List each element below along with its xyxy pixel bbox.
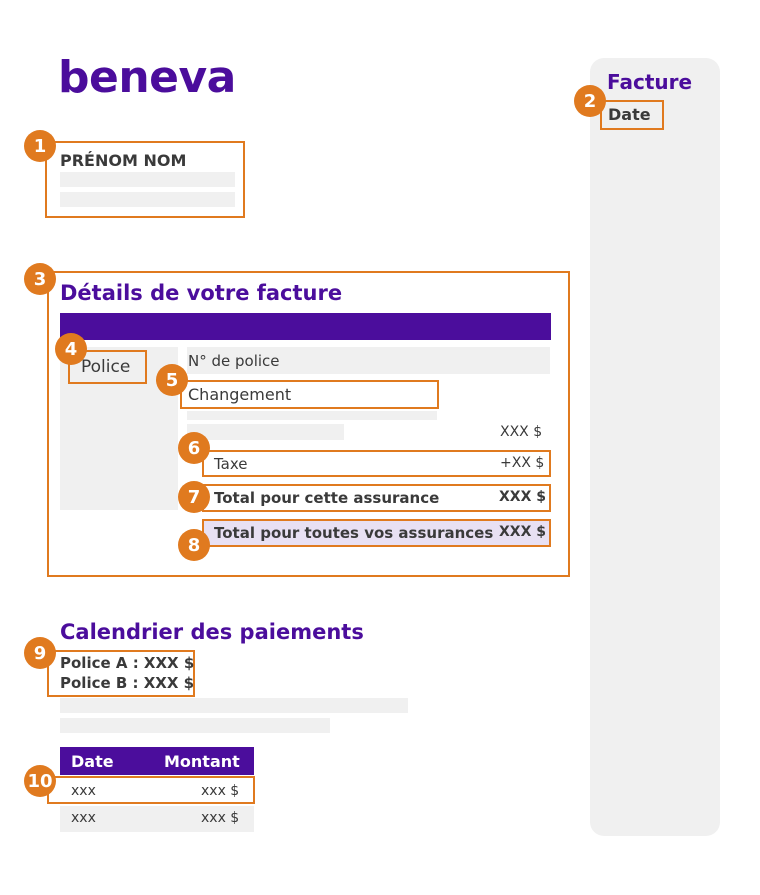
address-line-placeholder [60,192,235,207]
callout-badge-7: 7 [178,481,210,513]
row-date: xxx [71,810,96,826]
callout-badge-2: 2 [574,85,606,117]
callout-badge-4: 4 [55,333,87,365]
total-all-amount: XXX $ [499,524,546,540]
row-amount: xxx $ [201,810,240,826]
details-title: Détails de votre facture [60,281,343,305]
callout-badge-10: 10 [24,765,56,797]
police-a-amount: Police A : XXX $ [60,654,195,672]
column-header-amount: Montant [164,752,240,771]
tax-label: Taxe [214,455,248,473]
schedule-title: Calendrier des paiements [60,620,364,644]
policy-number-label: N° de police [188,352,280,370]
callout-badge-5: 5 [156,364,188,396]
details-header-bar [60,313,551,340]
address-line-placeholder [60,172,235,187]
column-header-date: Date [71,752,114,771]
schedule-placeholder [60,698,408,713]
sidebar-title: Facture [607,70,693,94]
row-date: xxx [71,783,96,799]
total-all-label: Total pour toutes vos assurances [214,524,494,542]
tax-box [202,450,551,477]
detail-placeholder [187,424,344,440]
detail-placeholder [187,411,437,420]
police-label: Police [81,357,131,377]
callout-badge-8: 8 [178,529,210,561]
total-this-amount: XXX $ [499,489,546,505]
total-this-label: Total pour cette assurance [214,489,440,507]
callout-badge-1: 1 [24,130,56,162]
tax-amount: +XX $ [500,455,545,471]
callout-badge-9: 9 [24,637,56,669]
client-name: PRÉNOM NOM [60,151,187,170]
invoice-sidebar [590,58,720,836]
sidebar-date-label: Date [608,105,651,124]
change-label: Changement [188,385,292,404]
schedule-placeholder [60,718,330,733]
callout-badge-6: 6 [178,432,210,464]
callout-badge-3: 3 [24,263,56,295]
brand-logo: beneva [58,52,236,103]
police-b-amount: Police B : XXX $ [60,674,195,692]
line-amount: XXX $ [500,424,543,440]
row-amount: xxx $ [201,783,240,799]
